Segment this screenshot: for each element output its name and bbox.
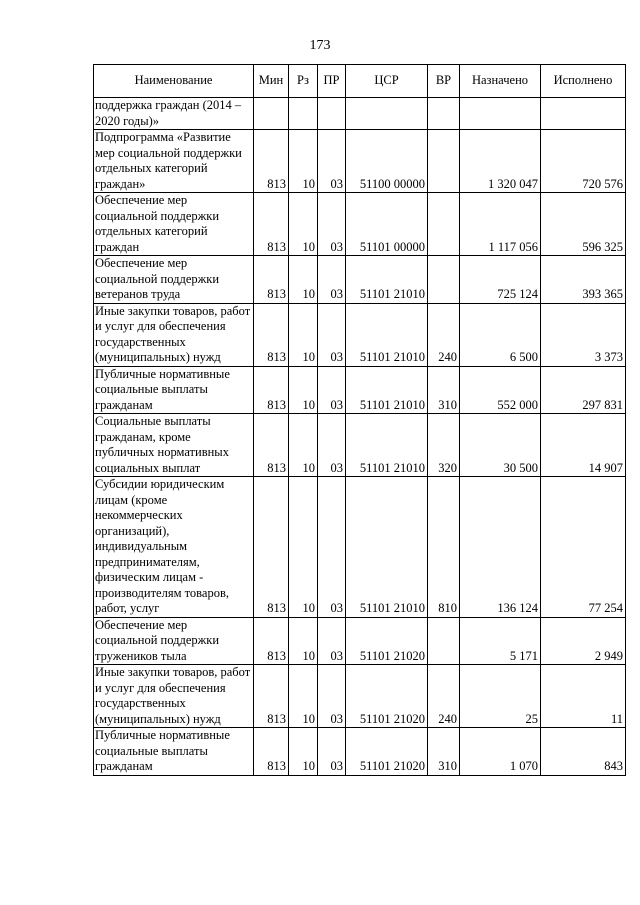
cell-executed: 14 907 <box>541 414 626 477</box>
cell-min: 813 <box>254 477 289 618</box>
cell-rz: 10 <box>289 477 318 618</box>
header-executed: Исполнено <box>541 65 626 98</box>
cell-pr: 03 <box>318 477 346 618</box>
cell-rz: 10 <box>289 414 318 477</box>
cell-vr <box>428 617 460 665</box>
cell-min: 813 <box>254 256 289 304</box>
cell-executed: 843 <box>541 728 626 776</box>
cell-name: Социальные выплаты гражданам, кроме публичных нормативных социальных выплат <box>94 414 254 477</box>
cell-min: 813 <box>254 414 289 477</box>
cell-vr: 240 <box>428 303 460 366</box>
cell-assigned: 725 124 <box>460 256 541 304</box>
cell-executed <box>541 98 626 130</box>
cell-rz: 10 <box>289 193 318 256</box>
cell-name: поддержка граждан (2014 – 2020 годы)» <box>94 98 254 130</box>
cell-rz: 10 <box>289 665 318 728</box>
cell-rz: 10 <box>289 303 318 366</box>
table-row <box>94 414 626 477</box>
header-pr: ПР <box>318 65 346 98</box>
table-row <box>94 665 626 728</box>
cell-vr: 240 <box>428 665 460 728</box>
cell-assigned: 1 070 <box>460 728 541 776</box>
table-row <box>94 98 626 130</box>
cell-assigned: 6 500 <box>460 303 541 366</box>
header-csr: ЦСР <box>346 65 428 98</box>
cell-rz: 10 <box>289 130 318 193</box>
cell-assigned <box>460 98 541 130</box>
table-row <box>94 366 626 414</box>
cell-vr: 810 <box>428 477 460 618</box>
cell-assigned: 552 000 <box>460 366 541 414</box>
cell-pr: 03 <box>318 366 346 414</box>
table-row <box>94 193 626 256</box>
cell-assigned: 25 <box>460 665 541 728</box>
cell-csr: 51101 21010 <box>346 256 428 304</box>
cell-csr: 51101 21020 <box>346 728 428 776</box>
cell-name: Публичные нормативные социальные выплаты гражданам <box>94 728 254 776</box>
cell-name: Обеспечение мер социальной поддержки отдельных категорий граждан <box>94 193 254 256</box>
table-row <box>94 130 626 193</box>
cell-csr: 51101 21010 <box>346 366 428 414</box>
cell-rz: 10 <box>289 256 318 304</box>
cell-pr: 03 <box>318 130 346 193</box>
cell-executed: 2 949 <box>541 617 626 665</box>
cell-pr: 03 <box>318 728 346 776</box>
cell-min: 813 <box>254 665 289 728</box>
table-header-row <box>94 65 626 98</box>
cell-pr: 03 <box>318 303 346 366</box>
cell-assigned: 136 124 <box>460 477 541 618</box>
cell-pr: 03 <box>318 617 346 665</box>
cell-assigned: 1 320 047 <box>460 130 541 193</box>
cell-executed: 11 <box>541 665 626 728</box>
cell-vr: 320 <box>428 414 460 477</box>
cell-csr: 51101 21010 <box>346 414 428 477</box>
cell-vr: 310 <box>428 728 460 776</box>
cell-rz: 10 <box>289 617 318 665</box>
cell-vr <box>428 193 460 256</box>
cell-vr <box>428 130 460 193</box>
budget-table <box>93 64 626 776</box>
cell-pr <box>318 98 346 130</box>
cell-name: Подпрограмма «Развитие мер социальной поддержки отдельных категорий граждан» <box>94 130 254 193</box>
table-row <box>94 256 626 304</box>
cell-executed: 596 325 <box>541 193 626 256</box>
cell-rz <box>289 98 318 130</box>
cell-pr: 03 <box>318 414 346 477</box>
cell-name: Иные закупки товаров, работ и услуг для обеспечения государственных (муниципальных) нужд <box>94 665 254 728</box>
cell-assigned: 30 500 <box>460 414 541 477</box>
cell-pr: 03 <box>318 256 346 304</box>
cell-vr <box>428 98 460 130</box>
cell-name: Субсидии юридическим лицам (кроме некоммерческих организаций), индивидуальным предпринимателям, физическим лицам - производителям товаров, работ, услуг <box>94 477 254 618</box>
cell-min: 813 <box>254 728 289 776</box>
cell-min: 813 <box>254 366 289 414</box>
cell-csr: 51100 00000 <box>346 130 428 193</box>
cell-pr: 03 <box>318 665 346 728</box>
cell-vr: 310 <box>428 366 460 414</box>
table-row <box>94 617 626 665</box>
cell-executed: 720 576 <box>541 130 626 193</box>
cell-csr: 51101 21010 <box>346 477 428 618</box>
cell-name: Иные закупки товаров, работ и услуг для обеспечения государственных (муниципальных) нужд <box>94 303 254 366</box>
cell-csr: 51101 21020 <box>346 665 428 728</box>
table-row <box>94 303 626 366</box>
cell-rz: 10 <box>289 728 318 776</box>
cell-assigned: 5 171 <box>460 617 541 665</box>
cell-executed: 3 373 <box>541 303 626 366</box>
header-min: Мин <box>254 65 289 98</box>
header-rz: Рз <box>289 65 318 98</box>
cell-csr: 51101 00000 <box>346 193 428 256</box>
cell-csr <box>346 98 428 130</box>
cell-assigned: 1 117 056 <box>460 193 541 256</box>
cell-name: Обеспечение мер социальной поддержки тружеников тыла <box>94 617 254 665</box>
cell-min: 813 <box>254 193 289 256</box>
header-name: Наименование <box>94 65 254 98</box>
cell-pr: 03 <box>318 193 346 256</box>
cell-name: Обеспечение мер социальной поддержки ветеранов труда <box>94 256 254 304</box>
cell-executed: 297 831 <box>541 366 626 414</box>
cell-executed: 77 254 <box>541 477 626 618</box>
cell-csr: 51101 21010 <box>346 303 428 366</box>
header-assigned: Назначено <box>460 65 541 98</box>
table-body <box>94 98 626 776</box>
table-row <box>94 477 626 618</box>
cell-csr: 51101 21020 <box>346 617 428 665</box>
cell-min: 813 <box>254 303 289 366</box>
cell-executed: 393 365 <box>541 256 626 304</box>
cell-name: Публичные нормативные социальные выплаты гражданам <box>94 366 254 414</box>
cell-min: 813 <box>254 130 289 193</box>
page-number: 173 <box>309 38 331 53</box>
cell-min <box>254 98 289 130</box>
cell-min: 813 <box>254 617 289 665</box>
cell-vr <box>428 256 460 304</box>
cell-rz: 10 <box>289 366 318 414</box>
header-vr: ВР <box>428 65 460 98</box>
table-row <box>94 728 626 776</box>
